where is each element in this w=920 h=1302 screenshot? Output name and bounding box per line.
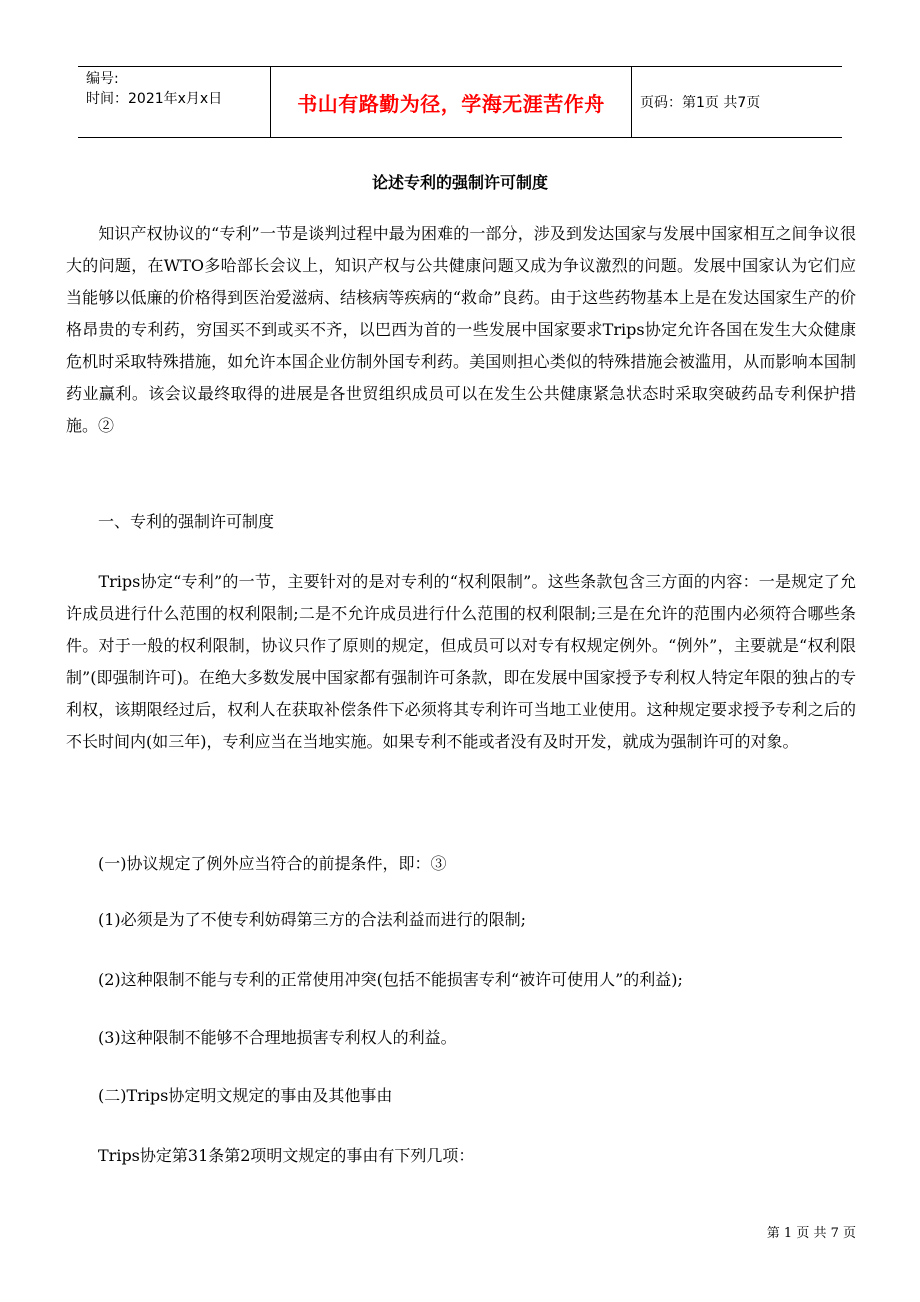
header-meta — [78, 67, 271, 137]
document-title: 论述专利的强制许可制度 — [371, 173, 548, 192]
list-item: (1)必须是为了不使专利妨碍第三方的合法利益而进行的限制; — [66, 910, 527, 929]
list-item: (3)这种限制不能够不合理地损害专利权人的利益。 — [66, 1028, 457, 1047]
page-footer: 第 1 页 共 7 页 — [766, 1226, 856, 1241]
time-label: 时间：2021年x月x日 — [86, 91, 223, 107]
list-item: (2)这种限制不能与专利的正常使用冲突(包括不能损害专利“被许可使用人”的利益); — [66, 970, 683, 989]
subsection-heading-2: (二)Trips协定明文规定的事由及其他事由 — [66, 1086, 393, 1105]
subsection-heading-1: (一)协议规定了例外应当符合的前提条件，即：③ — [66, 854, 447, 873]
paragraph-section-1: Trips协定“专利”的一节，主要针对的是对专利的“权利限制”。这些条款包含三方面的内容：一是规定了允许成员进行什么范围的权利限制;二是不允许成员进行什么范围的权利限制;三是在允许的范围内必须符合哪些条件。对于一般的权利限制，协议只作了原则的规定，但成员可以对专有权规定例外。“例外”，主要就是“权利限制”(即强制许可)。在绝大多数发展中国家都有强制许可条款，即在发展中国家授予专利权人特定年限的独占的专利权，该期限经过后，权利人在获取补偿条件下必须将其专利许可当地工业使用。这种规定要求授予专利之后的不长时间内(如三年)，专利应当在当地实施。如果专利不能或者没有及时开发，就成为强制许可的对象。 — [66, 572, 856, 751]
paragraph-article-31: Trips协定第31条第2项明文规定的事由有下列几项： — [66, 1146, 475, 1165]
section-heading-1: 一、专利的强制许可制度 — [66, 512, 275, 531]
page-header — [78, 66, 842, 138]
paragraph-intro: 知识产权协议的“专利”一节是谈判过程中最为困难的一部分，涉及到发达国家与发展中国家相互之间争议很大的问题，在WTO多哈部长会议上，知识产权与公共健康问题又成为争议激烈的问题。发展中国家认为它们应当能够以低廉的价格得到医治爱滋病、结核病等疾病的“救命”良药。由于这些药物基本上是在发达国家生产的价格昂贵的专利药，穷国买不到或买不齐，以巴西为首的一些发展中国家要求Trips协定允许各国在发生大众健康危机时采取特殊措施，如允许本国企业仿制外国专利药。美国则担心类似的特殊措施会被滥用，从而影响本国制药业赢利。该会议最终取得的进展是各世贸组织成员可以在发生公共健康紧急状态时采取突破药品专利保护措施。② — [66, 224, 856, 435]
header-motto: 书山有路勤为径，学海无涯苦作舟 — [271, 67, 632, 137]
number-label: 编号: — [86, 71, 119, 87]
header-page-info: 页码：第1页 共7页 — [640, 95, 761, 111]
